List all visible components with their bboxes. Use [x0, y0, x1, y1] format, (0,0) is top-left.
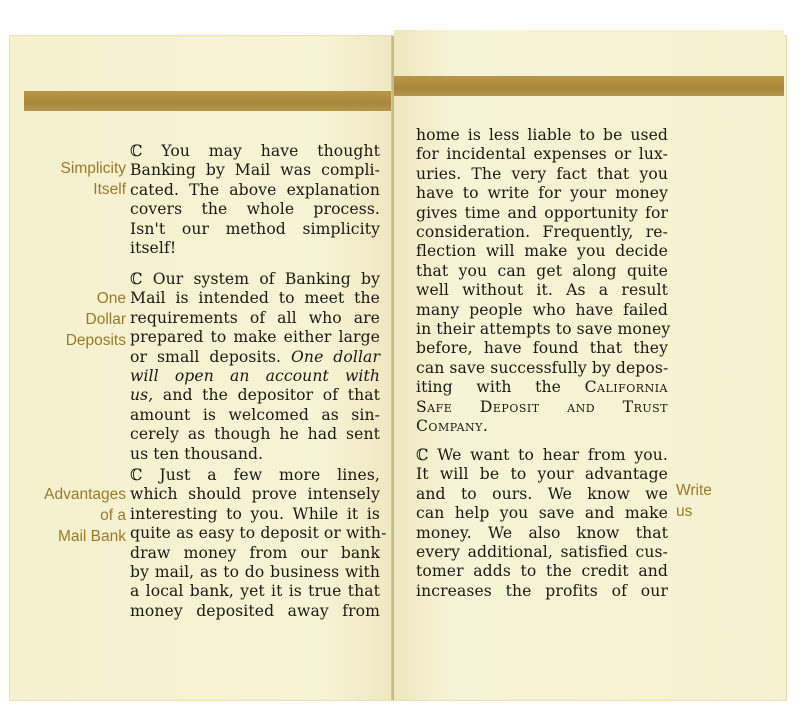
paragraph-simplicity	[130, 142, 380, 258]
text-line: prepared to make either large	[130, 328, 380, 347]
text-line: have to write for your money	[416, 184, 668, 203]
text-line: ℂ You may have thought	[130, 142, 380, 160]
text-line: Mail is intended to meet the	[130, 289, 380, 308]
sidenote-line: us	[676, 503, 693, 520]
sidenote-write-us	[676, 480, 756, 522]
text-line: in their attempts to save money	[416, 320, 671, 339]
text-line: amount is welcomed as sin-	[130, 405, 380, 424]
text-run: or small deposits.	[130, 347, 282, 366]
text-line: ℂ We want to hear from you.	[416, 446, 668, 464]
sidenote-one-dollar-deposits	[22, 288, 126, 351]
text-line: which should prove intensely	[130, 485, 380, 504]
text-line	[130, 348, 380, 367]
text-line: that you can get along quite	[416, 261, 668, 280]
company-name-text: Company.	[416, 417, 489, 436]
company-name-text: Safe Deposit and Trust	[416, 397, 668, 416]
sidenote-advantages-mail-bank	[22, 484, 126, 547]
text-line: cated. The above explanation	[130, 180, 380, 199]
text-line: ℂ Our system of Banking by	[130, 270, 380, 288]
text-line: uries. The very fact that you	[416, 164, 668, 183]
text-run: iting with the	[416, 378, 561, 397]
paragraph-continued	[416, 126, 671, 437]
text-run: and the depositor of that	[162, 386, 380, 405]
text-line: home is less liable to be used	[416, 126, 668, 144]
text-line	[130, 386, 380, 405]
right-page	[394, 30, 784, 700]
sidenote-line: Deposits	[65, 332, 126, 349]
sidenote-simplicity-itself	[22, 158, 126, 200]
text-line: consideration. Frequently, re-	[416, 223, 668, 242]
left-header-band	[24, 91, 394, 111]
text-line: money. We also know that	[416, 523, 668, 542]
text-line: Banking by Mail was compli-	[130, 161, 380, 180]
sidenote-line: Advantages	[44, 486, 126, 503]
text-line: itself!	[130, 239, 177, 258]
text-line: gives time and opportunity for	[416, 203, 668, 222]
booklet-spread	[10, 36, 786, 700]
text-line	[416, 378, 668, 397]
text-line: quite as easy to deposit or with-	[130, 524, 387, 543]
text-line: requirements of all who are	[130, 308, 380, 327]
text-line: money deposited away from	[130, 601, 380, 620]
text-line: draw money from our bank	[130, 543, 380, 562]
text-line: every additional, satisfied cus-	[416, 543, 668, 562]
text-line: tomer adds to the credit and	[416, 562, 668, 581]
sidenote-line: Mail Bank	[57, 528, 126, 545]
sidenote-line: One	[96, 290, 126, 307]
text-line: cerely as though he had sent	[130, 425, 380, 444]
emphasis-text: One dollar	[291, 347, 381, 366]
text-line: can save successfully by depos-	[416, 358, 669, 377]
emphasis-text: will open an account with	[130, 367, 380, 386]
text-line: a local bank, yet it is true that	[130, 582, 380, 601]
sidenote-line: Simplicity	[60, 160, 126, 177]
text-line: many people who have failed	[416, 300, 668, 319]
text-line: increases the profits of our	[416, 581, 668, 600]
text-line: interesting to you. While it is	[130, 504, 380, 523]
sidenote-line: Write	[676, 482, 712, 499]
sidenote-line: Itself	[93, 181, 126, 198]
left-page	[12, 36, 392, 700]
text-line: It will be to your advantage	[416, 465, 668, 484]
sidenote-line: of a	[100, 507, 126, 524]
text-line: us ten thousand.	[130, 444, 264, 463]
paragraph-advantages	[130, 466, 387, 621]
paragraph-one-dollar	[130, 270, 380, 464]
text-line: well without it. As a result	[416, 281, 668, 300]
sidenote-line: Dollar	[85, 311, 126, 328]
text-line: covers the whole process.	[130, 200, 380, 219]
paragraph-write-us	[416, 446, 668, 601]
text-line: and to ours. We know we	[416, 484, 668, 503]
text-line: flection will make you decide	[416, 242, 668, 261]
text-line	[130, 367, 380, 386]
emphasis-text: us,	[130, 386, 154, 405]
text-line: for incidental expenses or lux-	[416, 145, 668, 164]
text-line: Isn't our method simplicity	[130, 219, 380, 238]
text-line: by mail, as to do business with	[130, 563, 380, 582]
company-name-text: California	[584, 378, 668, 397]
right-header-band	[394, 76, 784, 96]
text-line: before, have found that they	[416, 339, 668, 358]
text-line: can help you save and make	[416, 504, 668, 523]
text-line: ℂ Just a few more lines,	[130, 466, 380, 484]
